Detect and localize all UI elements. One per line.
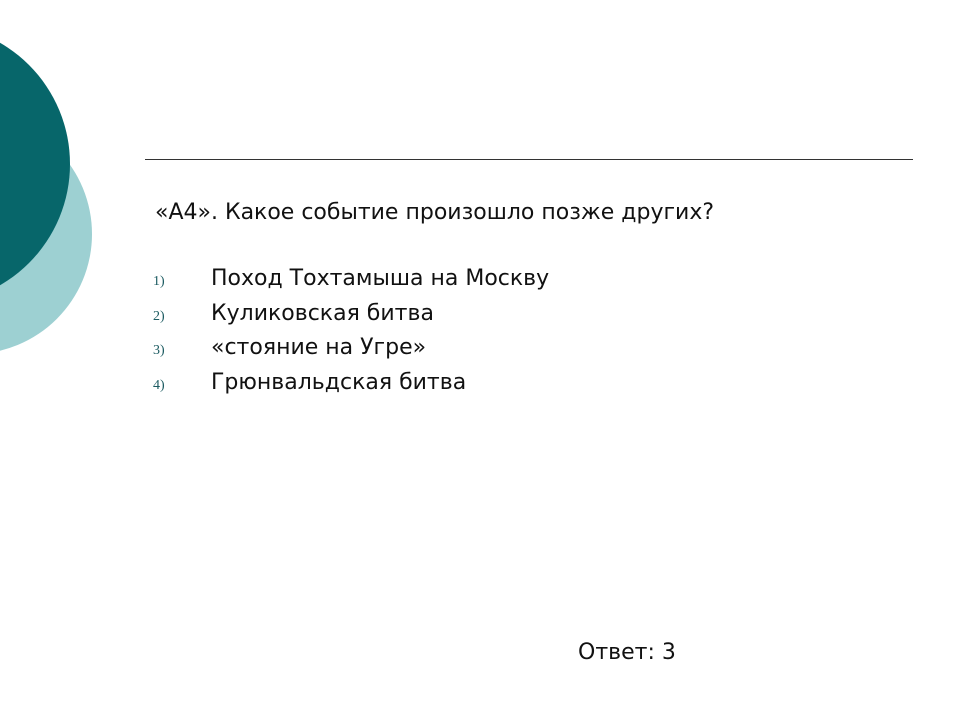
option-number: 4) [153,377,165,393]
option-item-1 [153,266,549,301]
option-item-4 [153,370,549,405]
option-number: 2) [153,308,165,324]
title-divider-line [145,159,913,160]
option-number: 1) [153,274,165,289]
option-text: Куликовская битва [211,300,434,326]
option-item-3 [153,335,549,370]
answer-options-list [153,266,549,404]
option-item-2 [153,301,549,336]
question-text: «А4». Какое событие произошло позже других? [155,200,715,225]
option-text: Поход Тохтамыша на Москву [211,266,550,291]
answer-text: Ответ: 3 [578,640,676,665]
option-text: «стояние на Угре» [211,335,427,360]
option-text: Грюнвальдская битва [211,369,467,395]
option-number: 3) [153,343,165,358]
